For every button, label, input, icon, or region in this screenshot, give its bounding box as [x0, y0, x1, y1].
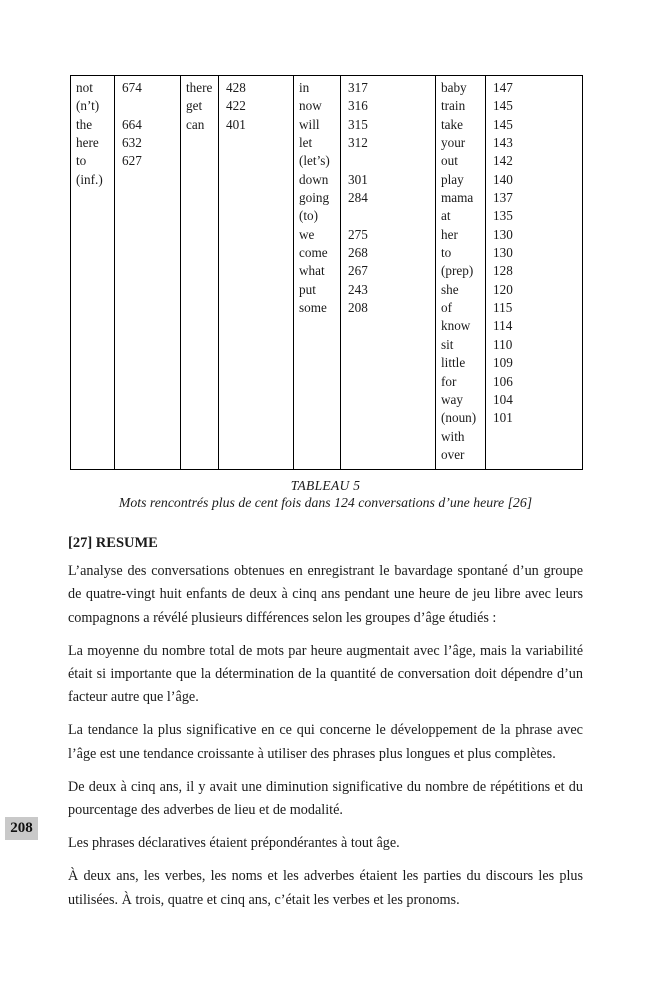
- table-counts-col-4: [486, 76, 583, 470]
- table-counts-col-2: [219, 76, 294, 470]
- table-counts-col-line: 115: [493, 300, 513, 316]
- table-counts-col-line: [493, 446, 580, 464]
- table-words-col-line: (to): [299, 208, 319, 224]
- table-words-col-line: (noun): [441, 410, 477, 426]
- table-words-col-line: down: [299, 171, 329, 187]
- table-words-col-line: take: [441, 116, 463, 132]
- table-counts-col-line: [348, 207, 433, 225]
- table-words-col-line: (inf.): [76, 171, 103, 187]
- table-words-col-line: little: [441, 355, 466, 371]
- page-number-badge: 208: [5, 817, 38, 840]
- table-row: [71, 76, 583, 470]
- table-words-col-line: know: [441, 318, 471, 334]
- table-words-col-line: there: [186, 80, 213, 95]
- table-counts-col-line: 284: [348, 190, 368, 206]
- table-counts-col-line: 632: [122, 135, 142, 151]
- table-words-col-line: of: [441, 300, 452, 316]
- paragraph-2: La moyenne du nombre total de mots par heure augmentait avec l’âge, mais la variabilité était si importante que la détermination de la quantité de conversation doit dépendre d’un facteur autre que l’âge.: [68, 642, 583, 706]
- table-counts-col-line: 317: [348, 80, 368, 95]
- table-counts-col-line: 130: [493, 226, 513, 242]
- table-counts-col-line: 267: [348, 263, 368, 279]
- table-counts-col-line: 130: [493, 245, 513, 261]
- paragraph-4: De deux à cinq ans, il y avait une diminution significative du nombre de répétitions et du pourcentage des adverbes de lieu et de modalité.: [68, 778, 583, 819]
- table-counts-col-line: [348, 152, 433, 170]
- table-words-col-line: to: [76, 153, 87, 169]
- table-counts-col-line: 140: [493, 171, 513, 187]
- table-counts-col-line: 101: [493, 410, 513, 426]
- table-words-col-line: your: [441, 135, 466, 151]
- table-words-col-line: she: [441, 281, 459, 297]
- table-counts-col-line: 268: [348, 245, 368, 261]
- table-counts-col-line: 674: [122, 80, 142, 95]
- table-words-col-line: some: [299, 300, 327, 316]
- page-content: [68, 75, 583, 922]
- table-words-col-line: out: [441, 153, 458, 169]
- paragraph-5: Les phrases déclaratives étaient prépondérantes à tout âge.: [68, 835, 400, 852]
- section-number: [27]: [68, 535, 93, 552]
- table-words-col-3: [294, 76, 341, 470]
- table-words-col-1: [71, 76, 115, 470]
- table-words-col-line: with: [441, 428, 465, 444]
- table-words-col-line: play: [441, 171, 464, 187]
- table-counts-col-1: [115, 76, 181, 470]
- table-words-col-line: we: [299, 226, 315, 242]
- table-words-col-line: (prep): [441, 263, 474, 279]
- table-words-col-2: [181, 76, 219, 470]
- table-words-col-line: train: [441, 98, 466, 114]
- table-words-col-line: sit: [441, 336, 454, 352]
- table-words-col-line: the: [76, 116, 93, 132]
- table-words-col-line: not: [76, 80, 93, 95]
- table-words-col-line: come: [299, 245, 328, 261]
- table-words-col-line: going: [299, 190, 330, 206]
- table-words-col-line: what: [299, 263, 325, 279]
- table-counts-col-line: [122, 171, 178, 189]
- table-words-col-line: for: [441, 373, 457, 389]
- table-words-col-line: now: [299, 98, 322, 114]
- table-counts-col-line: 422: [226, 98, 246, 114]
- table-caption: [68, 478, 583, 511]
- paragraph-6: À deux ans, les verbes, les noms et les adverbes étaient les parties du discours les plus utilisées. À trois, quatre et cinq ans, c’était les verbes et les pronoms.: [68, 868, 583, 908]
- table-counts-col-line: 301: [348, 171, 368, 187]
- table-counts-col-line: 143: [493, 135, 513, 151]
- table-counts-col-line: 128: [493, 263, 513, 279]
- table-words-col-line: get: [186, 98, 203, 114]
- section-heading: [68, 535, 583, 552]
- table-words-col-line: at: [441, 208, 451, 224]
- table-counts-col-line: 104: [493, 391, 513, 407]
- table-words-col-line: baby: [441, 80, 467, 95]
- table-counts-col-line: 147: [493, 80, 513, 95]
- table-counts-col-line: 137: [493, 190, 513, 206]
- table-counts-col-line: 401: [226, 116, 246, 132]
- table-counts-col-line: 114: [493, 318, 513, 334]
- table-words-col-line: can: [186, 116, 205, 132]
- table-counts-col-line: 135: [493, 208, 513, 224]
- table-counts-col-line: [493, 428, 580, 446]
- table-counts-col-line: 315: [348, 116, 368, 132]
- table-words-col-line: let: [299, 135, 313, 151]
- table-words-col-4: [436, 76, 486, 470]
- table-words-col-line: put: [299, 281, 316, 297]
- table-words-col-line: to: [441, 245, 452, 261]
- table-counts-col-line: 109: [493, 355, 513, 371]
- summary-paragraphs: [68, 560, 583, 912]
- table-counts-col-line: 275: [348, 226, 368, 242]
- table-counts-col-line: 208: [348, 300, 368, 316]
- table-counts-col-line: 106: [493, 373, 513, 389]
- table-caption-subtitle: Mots rencontrés plus de cent fois dans 124 conversations d’une heure [26]: [118, 495, 533, 511]
- paragraph-3: La tendance la plus significative en ce qui concerne le développement de la phrase avec l’âge est une tendance croissante à utiliser des phrases plus longues et plus complètes.: [68, 722, 583, 762]
- table-counts-col-line: 145: [493, 98, 513, 114]
- table-counts-col-line: 120: [493, 281, 513, 297]
- table-words-col-line: (let’s): [299, 153, 330, 169]
- table-counts-col-3: [341, 76, 436, 470]
- table-counts-col-line: 142: [493, 153, 513, 169]
- table-words-col-line: here: [76, 135, 99, 151]
- table-counts-col-line: [122, 97, 178, 115]
- section-title: RESUME: [95, 535, 158, 552]
- table-words-col-line: her: [441, 226, 458, 242]
- table-counts-col-line: 428: [226, 80, 246, 95]
- table-counts-col-line: 627: [122, 153, 142, 169]
- table-words-col-line: mama: [441, 190, 474, 206]
- table-counts-col-line: 145: [493, 116, 513, 132]
- table-counts-col-line: 243: [348, 281, 368, 297]
- table-counts-col-line: 316: [348, 98, 368, 114]
- table-words-col-line: over: [441, 446, 465, 462]
- table-words-col-line: way: [441, 391, 463, 407]
- table-words-col-line: (n’t): [76, 98, 100, 114]
- word-frequency-table: [70, 75, 583, 470]
- table-counts-col-line: 312: [348, 135, 368, 151]
- paragraph-1: L’analyse des conversations obtenues en enregistrant le bavardage spontané d’un groupe de quatre-vingt huit enfants de deux à cinq ans pendant une heure de jeu libre avec leurs compagnons a révélé plusieurs différences selon les groupes d’âge étudiés :: [68, 563, 583, 626]
- table-caption-title: TABLEAU 5: [290, 478, 361, 494]
- table-words-col-line: will: [299, 116, 320, 132]
- table-counts-col-line: 110: [493, 336, 513, 352]
- table-counts-col-line: 664: [122, 116, 142, 132]
- table-words-col-line: in: [299, 80, 310, 95]
